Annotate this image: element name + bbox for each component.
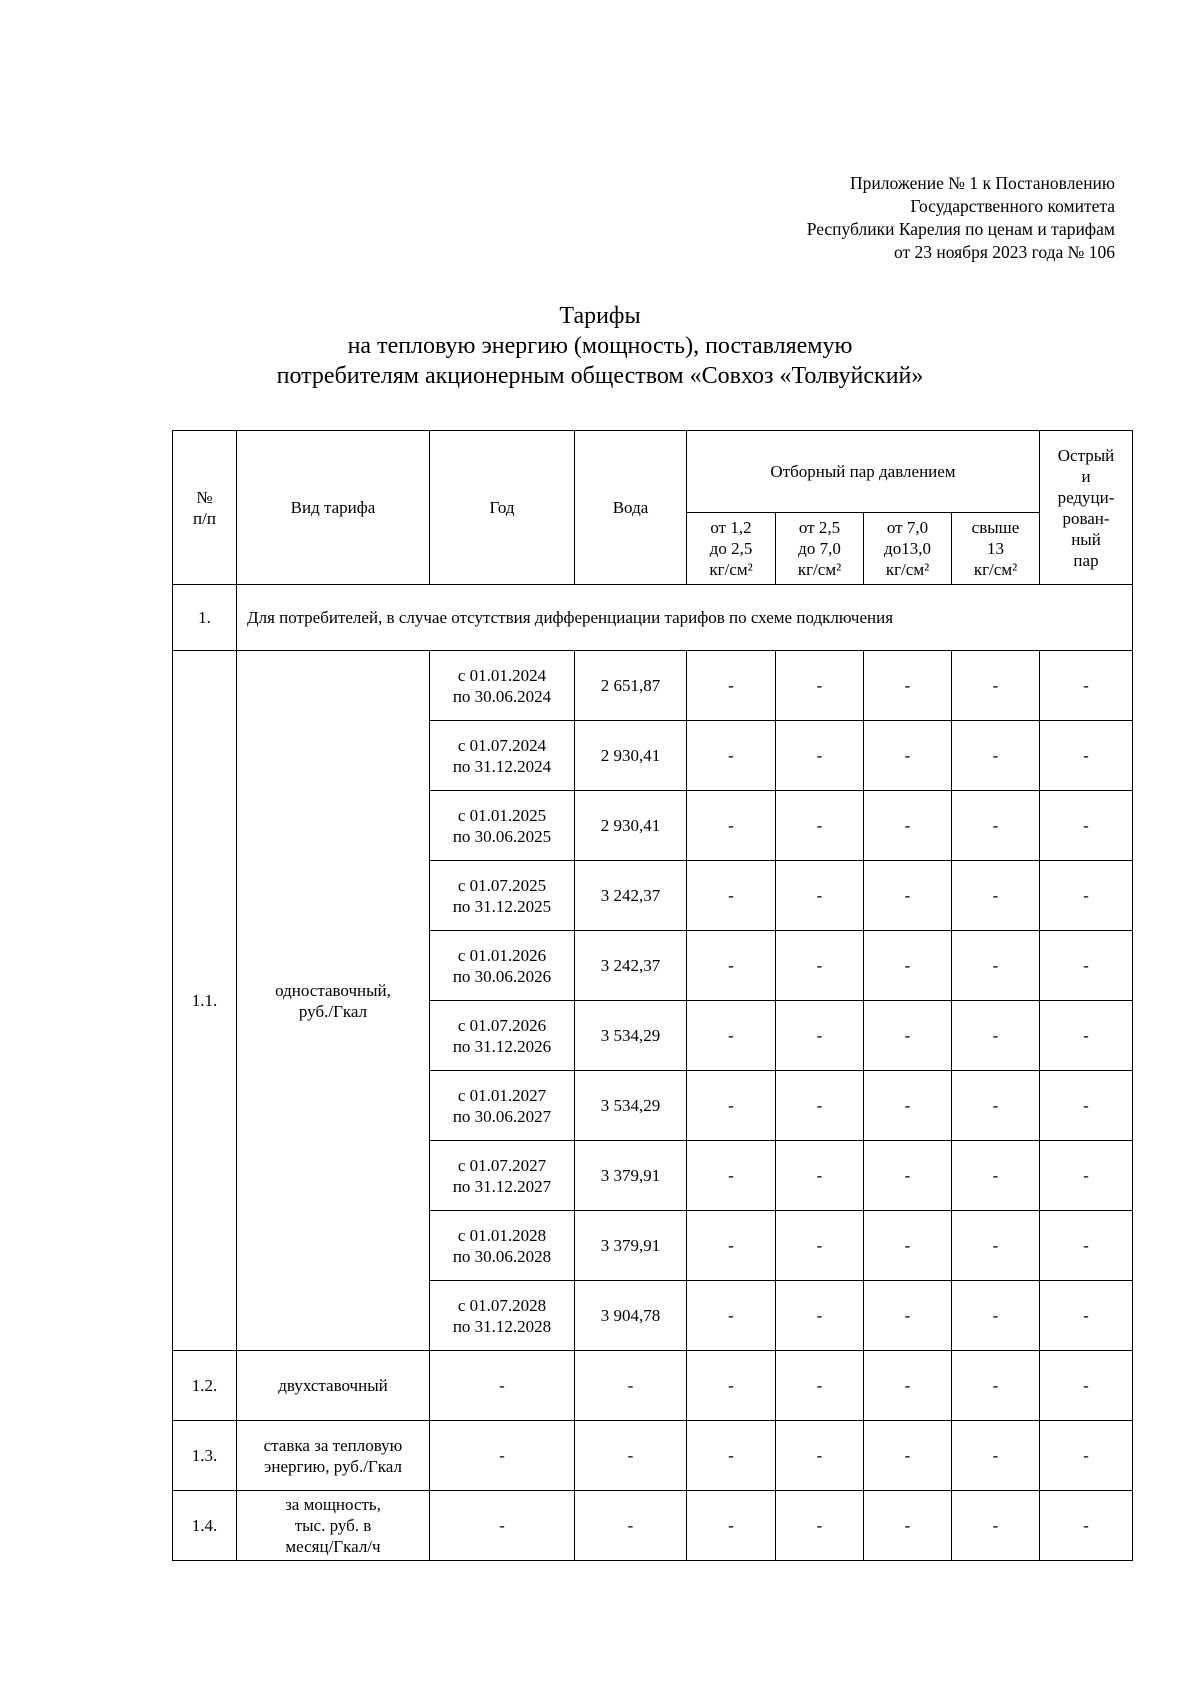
header-year: Год: [430, 431, 575, 585]
water-value: 3 379,91: [575, 1141, 687, 1211]
dash-cell: -: [952, 721, 1040, 791]
dash-cell: -: [952, 861, 1040, 931]
dash-cell: -: [1040, 1001, 1133, 1071]
dash-cell: -: [1040, 651, 1133, 721]
dash-cell: -: [575, 1351, 687, 1421]
water-value: 2 930,41: [575, 721, 687, 791]
dash-cell: -: [864, 1071, 952, 1141]
dash-cell: -: [864, 1491, 952, 1561]
title-line-1: Тарифы: [559, 303, 641, 329]
dash-cell: -: [430, 1491, 575, 1561]
dash-cell: -: [776, 651, 864, 721]
dash-cell: -: [1040, 1351, 1133, 1421]
dash-cell: -: [864, 1001, 952, 1071]
period-cell: с 01.07.2028 по 31.12.2028: [430, 1281, 575, 1351]
dash-cell: -: [687, 931, 776, 1001]
dash-cell: -: [687, 1491, 776, 1561]
dash-cell: -: [952, 931, 1040, 1001]
dash-cell: -: [687, 1281, 776, 1351]
dash-cell: -: [575, 1421, 687, 1491]
period-cell: с 01.01.2028 по 30.06.2028: [430, 1211, 575, 1281]
dash-cell: -: [952, 1141, 1040, 1211]
dash-cell: -: [864, 651, 952, 721]
section-text: Для потребителей, в случае отсутствия дифференциации тарифов по схеме подключения: [237, 585, 1133, 651]
period-cell: с 01.07.2025 по 31.12.2025: [430, 861, 575, 931]
dash-cell: -: [430, 1351, 575, 1421]
document-title: [0, 301, 1200, 391]
dash-cell: -: [952, 1491, 1040, 1561]
period-cell: с 01.01.2024 по 30.06.2024: [430, 651, 575, 721]
dash-cell: -: [952, 791, 1040, 861]
header-steam-group: Отборный пар давлением: [687, 431, 1040, 513]
dash-cell: -: [687, 861, 776, 931]
dash-cell: -: [776, 1491, 864, 1561]
header-kind: Вид тарифа: [237, 431, 430, 585]
dash-cell: -: [864, 931, 952, 1001]
tariff-table: [172, 430, 1133, 1561]
dash-cell: -: [952, 1211, 1040, 1281]
dash-cell: -: [430, 1421, 575, 1491]
dash-cell: -: [687, 1421, 776, 1491]
dash-cell: -: [1040, 1281, 1133, 1351]
row-num: 1.2.: [173, 1351, 237, 1421]
dash-cell: -: [864, 1351, 952, 1421]
dash-cell: -: [864, 1141, 952, 1211]
table-row: [173, 651, 1133, 721]
tariff-kind: ставка за тепловую энергию, руб./Гкал: [237, 1421, 430, 1491]
period-cell: с 01.07.2026 по 31.12.2026: [430, 1001, 575, 1071]
dash-cell: -: [1040, 791, 1133, 861]
dash-cell: -: [864, 861, 952, 931]
dash-cell: -: [952, 1421, 1040, 1491]
water-value: 3 534,29: [575, 1071, 687, 1141]
water-value: 3 242,37: [575, 861, 687, 931]
dash-cell: -: [776, 1071, 864, 1141]
dash-cell: -: [575, 1491, 687, 1561]
title-line-3: потребителям акционерным обществом «Совхоз «Толвуйский»: [276, 363, 924, 389]
section-num: 1.: [173, 585, 237, 651]
dash-cell: -: [952, 1071, 1040, 1141]
header-steam-3: от 7,0 до13,0 кг/см²: [864, 513, 952, 585]
dash-cell: -: [864, 1211, 952, 1281]
dash-cell: -: [687, 721, 776, 791]
tariff-kind: за мощность, тыс. руб. в месяц/Гкал/ч: [237, 1491, 430, 1561]
water-value: 2 930,41: [575, 791, 687, 861]
water-value: 3 534,29: [575, 1001, 687, 1071]
dash-cell: -: [776, 1141, 864, 1211]
dash-cell: -: [776, 1001, 864, 1071]
period-cell: с 01.01.2026 по 30.06.2026: [430, 931, 575, 1001]
header-num: № п/п: [173, 431, 237, 585]
dash-cell: -: [687, 1351, 776, 1421]
table-row: [173, 1491, 1133, 1561]
period-cell: с 01.07.2027 по 31.12.2027: [430, 1141, 575, 1211]
dash-cell: -: [776, 1281, 864, 1351]
period-cell: с 01.01.2025 по 30.06.2025: [430, 791, 575, 861]
appendix-line: от 23 ноября 2023 года № 106: [893, 242, 1115, 262]
water-value: 3 242,37: [575, 931, 687, 1001]
header-steam-2: от 2,5 до 7,0 кг/см²: [776, 513, 864, 585]
dash-cell: -: [776, 1211, 864, 1281]
tariff-kind: одноставочный, руб./Гкал: [237, 651, 430, 1351]
section-row: [173, 585, 1133, 651]
dash-cell: -: [952, 1351, 1040, 1421]
dash-cell: -: [687, 1001, 776, 1071]
appendix-header: [595, 172, 1115, 264]
dash-cell: -: [864, 1421, 952, 1491]
header-steam-1: от 1,2 до 2,5 кг/см²: [687, 513, 776, 585]
dash-cell: -: [687, 1071, 776, 1141]
row-num: 1.4.: [173, 1491, 237, 1561]
appendix-line: Республики Карелия по ценам и тарифам: [806, 219, 1115, 239]
tariff-kind: двухставочный: [237, 1351, 430, 1421]
dash-cell: -: [776, 1421, 864, 1491]
dash-cell: -: [952, 1281, 1040, 1351]
dash-cell: -: [952, 651, 1040, 721]
dash-cell: -: [864, 721, 952, 791]
dash-cell: -: [1040, 1211, 1133, 1281]
header-sharp-steam: Острый и редуци- рован- ный пар: [1040, 431, 1133, 585]
table-row: [173, 1351, 1133, 1421]
row-num: 1.3.: [173, 1421, 237, 1491]
appendix-line: Государственного комитета: [910, 196, 1115, 216]
row-num: 1.1.: [173, 651, 237, 1351]
water-value: 2 651,87: [575, 651, 687, 721]
dash-cell: -: [864, 791, 952, 861]
period-cell: с 01.01.2027 по 30.06.2027: [430, 1071, 575, 1141]
dash-cell: -: [1040, 1141, 1133, 1211]
appendix-line: Приложение № 1 к Постановлению: [849, 173, 1115, 193]
table-row: [173, 1421, 1133, 1491]
period-cell: с 01.07.2024 по 31.12.2024: [430, 721, 575, 791]
header-steam-4: свыше 13 кг/см²: [952, 513, 1040, 585]
water-value: 3 379,91: [575, 1211, 687, 1281]
dash-cell: -: [864, 1281, 952, 1351]
dash-cell: -: [952, 1001, 1040, 1071]
dash-cell: -: [687, 651, 776, 721]
dash-cell: -: [687, 1211, 776, 1281]
dash-cell: -: [1040, 721, 1133, 791]
dash-cell: -: [687, 791, 776, 861]
dash-cell: -: [1040, 1421, 1133, 1491]
header-water: Вода: [575, 431, 687, 585]
dash-cell: -: [687, 1141, 776, 1211]
dash-cell: -: [1040, 861, 1133, 931]
dash-cell: -: [776, 861, 864, 931]
dash-cell: -: [1040, 931, 1133, 1001]
dash-cell: -: [776, 791, 864, 861]
dash-cell: -: [1040, 1491, 1133, 1561]
dash-cell: -: [1040, 1071, 1133, 1141]
dash-cell: -: [776, 931, 864, 1001]
water-value: 3 904,78: [575, 1281, 687, 1351]
dash-cell: -: [776, 1351, 864, 1421]
title-line-2: на тепловую энергию (мощность), поставляемую: [347, 333, 853, 359]
dash-cell: -: [776, 721, 864, 791]
